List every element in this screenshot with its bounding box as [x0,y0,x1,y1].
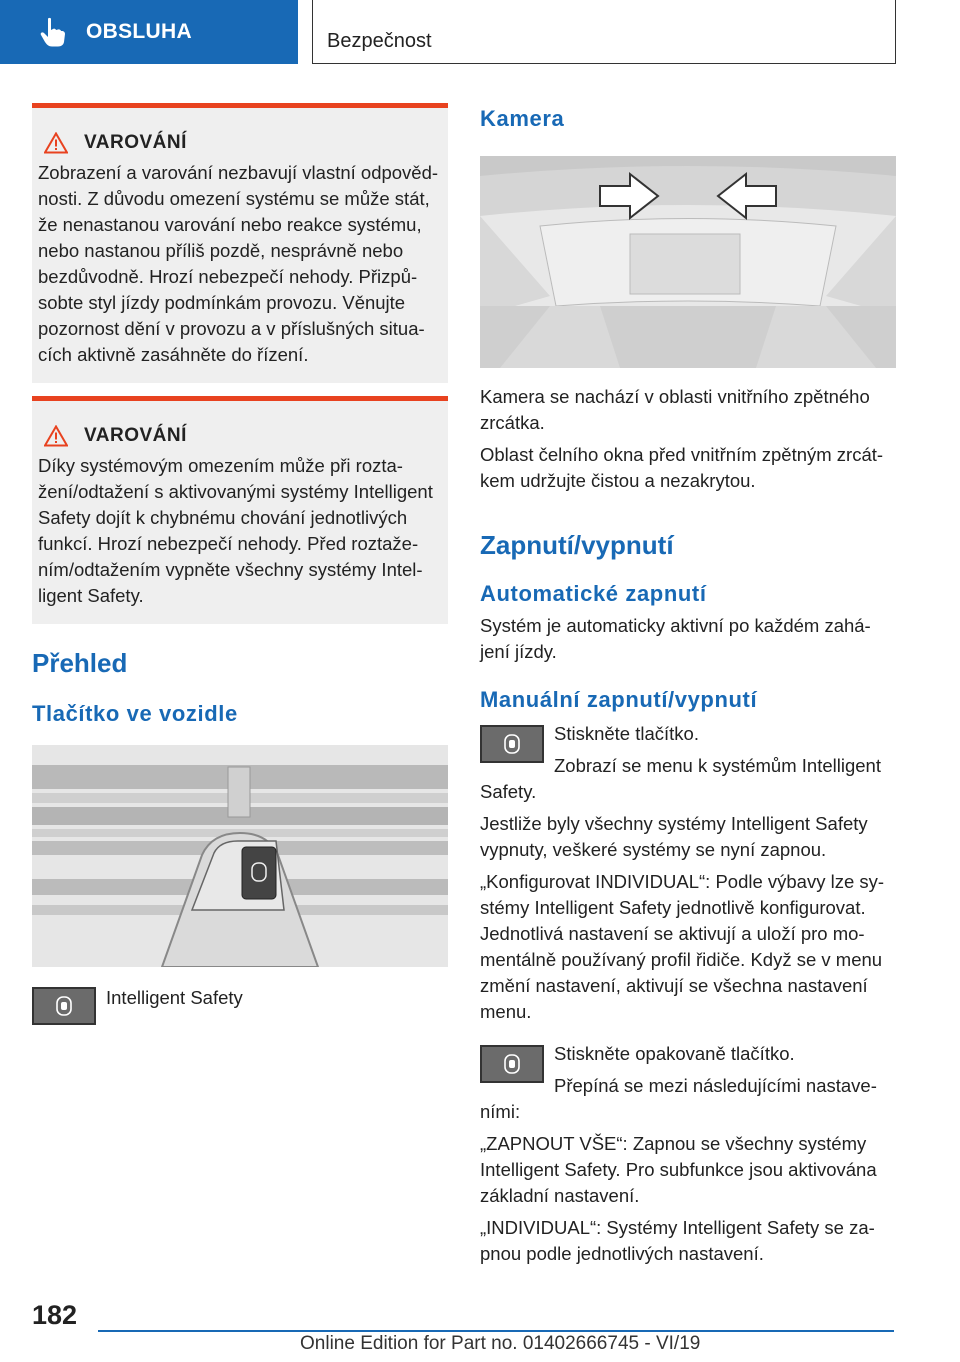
manual-paragraph-d: „INDIVIDUAL“: Systémy Intelligent Safety se za- pnou podle jednotlivých nastavení. [480,1217,875,1264]
left-column [32,103,448,1025]
step-text: Přepíná se mezi následujícími nastave- [554,1075,877,1096]
manual-heading: Manuální zapnutí/vypnutí [480,687,758,712]
manual-paragraph-a: Jestliže byly všechny systémy Intelligent Safety vypnuty, veškeré systémy se nyní zapnou. [480,813,868,860]
page-number: 182 [32,1300,78,1330]
manual-paragraph-b: „Konfigurovat INDIVIDUAL“: Podle výbavy lze sy- stémy Intelligent Safety jednotlivě konfigurovat. Jednotlivá nastavení se aktivují a uloží pro mo- mentálně používaný profil řidiče. Když se v menu změní nastavení, aktivují se všechna nastavení menu. [480,871,885,1022]
console-button-image [32,745,448,967]
warning-title: VAROVÁNÍ [84,425,187,446]
step-text: Zobrazí se menu k systémům Intelligent [554,755,881,776]
safety-car-icon [503,734,521,754]
button-subheading: Tlačítko ve vozidle [32,701,238,726]
warning-triangle-icon [44,132,68,154]
step-text: ními: [480,1101,521,1122]
warning-title: VAROVÁNÍ [84,132,187,153]
edition-text: Online Edition for Part no. 01402666745 - VI/19 [300,1333,701,1354]
auto-on-heading: Automatické zapnutí [480,581,707,606]
chapter-tab[interactable] [0,0,298,64]
step-text: Safety. [480,781,537,802]
warning-text: Zobrazení a varování nezbavují vlastní odpověd- nosti. Z důvodu omezení systému se může stát, že nenastanou varování nebo reakce systému, nebo nastanou příliš pozdě, nesprávně nebo bezdůvodně. Hrozí nebezpečí nehody. Přizpů- sobte styl jízdy podmínkám provozu. Věnujte pozornost dění v provozu a v příslušných situa- cích aktivně zasáhněte do řízení. [38,162,439,365]
intelligent-safety-button[interactable] [480,725,544,763]
camera-image [480,156,896,368]
onoff-heading: Zapnutí/vypnutí [480,530,674,560]
footer-divider [98,1330,894,1332]
warning-text: Díky systémovým omezením může při rozta- žení/odtažení s aktivovanými systémy Intelligent Safety dojít k chybnému chování jednotlivých funkcí. Hrozí nebezpečí nehody. Před roztaže- ním/odtažením vypněte všechny systémy Intel- ligent Safety. [38,455,433,606]
manual-paragraph-c: „ZAPNOUT VŠE“: Zapnou se všechny systémy Intelligent Safety. Pro subfunkce jsou aktivována základní nastavení. [480,1133,877,1206]
intelligent-safety-button[interactable] [32,987,96,1025]
section-header [312,0,896,64]
chapter-label: OBSLUHA [86,20,192,43]
manual-step-1 [480,725,896,779]
camera-heading: Kamera [480,106,565,131]
windshield-camera-illustration [480,156,896,368]
warning-triangle-icon [44,425,68,447]
intelligent-safety-row [32,987,448,1025]
camera-paragraph-1: Kamera se nachází v oblasti vnitřního zpětného zrcátka. [480,386,870,433]
safety-car-icon [55,996,73,1016]
dashboard-button-illustration [32,745,448,967]
manual-step-2 [480,1045,896,1099]
section-title: Bezpečnost [327,30,432,52]
step-text: Stiskněte opakovaně tlačítko. [554,1043,795,1064]
intelligent-safety-button[interactable] [480,1045,544,1083]
warning-box-1 [32,103,448,383]
camera-paragraph-2: Oblast čelního okna před vnitřním zpětným zrcát- kem udržujte čistou a nezakrytou. [480,444,884,491]
overview-heading: Přehled [32,648,128,678]
button-caption: Intelligent Safety [106,987,243,1008]
auto-on-text: Systém je automaticky aktivní po každém zahá- jení jízdy. [480,615,871,662]
warning-box-2 [32,396,448,624]
right-column [480,100,896,1267]
hand-pointer-icon [40,17,66,47]
step-text: Stiskněte tlačítko. [554,723,699,744]
safety-car-icon [503,1054,521,1074]
